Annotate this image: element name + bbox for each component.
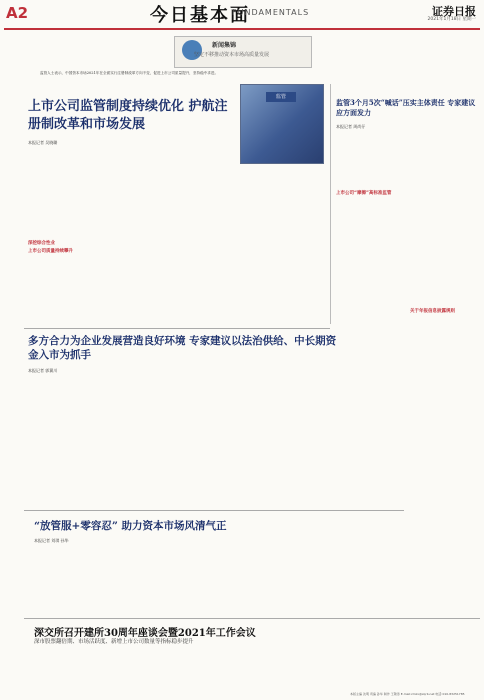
article-5-subheadline: 深市股票翻倍期、市场活跃度、新增上市公司数量等指标稳步提升 — [34, 639, 194, 645]
section-title: 今日基本面 — [150, 5, 250, 26]
article-3-byline: 本报记者 郭冀川 — [28, 368, 58, 373]
article-2-byline: 本报记者 周尚仔 — [336, 124, 366, 129]
badge-subtitle: 坚定不移推动资本市场高质量发展 — [194, 52, 270, 58]
article-1-subhead-1: 深挖综合性业 — [28, 241, 55, 246]
issue-info: 2021年1月18日 星期一 — [427, 17, 476, 22]
lead-paragraph: 监管人士表示，中国资本市场2021年在全面实行注册制改革方向不变，促进上市公司质量提升，坚持稳中求进。 — [40, 71, 219, 75]
article-1-headline: 上市公司监管制度持续优化 护航注册制改革和市场发展 — [28, 99, 228, 132]
badge-title: 新闻集锦 — [212, 42, 237, 49]
article-2-headline: 监管3个月5次“喊话”压实主体责任 专家建议应方面发力 — [336, 98, 476, 117]
page-footer: 本版主编 沈明 责编 孙华 制作 王敬涛 E-mail:zmzx@zqrb.net 电话:010-83251785 — [350, 692, 465, 696]
article-2-subhead-1: 上市公司“摩擦”高标准监管 — [336, 191, 392, 196]
masthead: 证券日报 — [432, 5, 476, 18]
photo-label: 监管 — [266, 92, 296, 102]
article-4-headline: “放管服+零容忍” 助力资本市场风清气正 — [34, 520, 227, 532]
section-divider-3 — [24, 618, 480, 619]
page-number: A2 — [6, 4, 29, 22]
article-2-subhead-2: 关于年报信息披露规则 — [410, 309, 455, 314]
section-divider-1 — [24, 328, 330, 329]
article-3-headline: 多方合力为企业发展营造良好环境 专家建议以法治供给、中长期资金入市为抓手 — [28, 335, 337, 361]
column-divider — [330, 84, 331, 324]
article-5-headline: 深交所召开建所30周年座谈会暨2021年工作会议 — [34, 628, 256, 639]
top-rule — [4, 28, 480, 30]
section-subtitle: FUNDAMENTALS — [232, 8, 310, 17]
article-1-byline: 本报记者 吴晓璐 — [28, 140, 58, 145]
article-4-byline: 本报记者 刘琪 孙华 — [34, 538, 69, 543]
article-1-subhead-2: 上市公司质量持续攀升 — [28, 249, 73, 254]
section-divider-2 — [24, 510, 404, 511]
